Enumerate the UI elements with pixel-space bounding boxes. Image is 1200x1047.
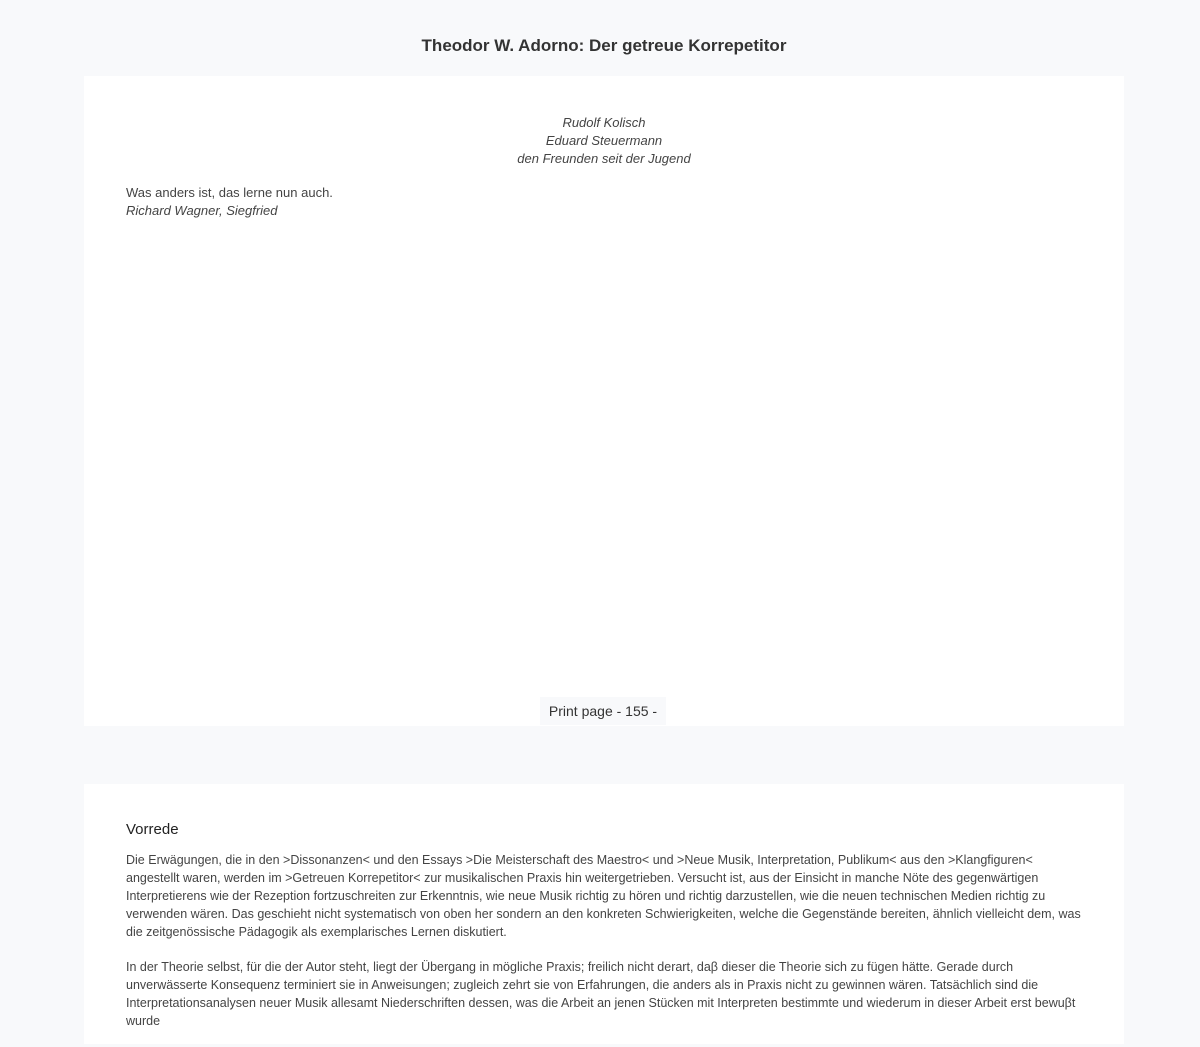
document-title: Theodor W. Adorno: Der getreue Korrepetitor (421, 36, 787, 55)
epigraph (126, 184, 333, 220)
dedication-line: Rudolf Kolisch (562, 115, 646, 130)
dedication-line: Eduard Steuermann (545, 133, 663, 148)
print-page-label: Print page - 155 - (540, 697, 666, 725)
preface-page (84, 784, 1124, 1044)
section-heading-vorrede: Vorrede (126, 821, 179, 838)
dedication-line: den Freunden seit der Jugend (517, 151, 691, 166)
epigraph-quote: Was anders ist, das lerne nun auch. (126, 185, 333, 200)
paragraph: In der Theorie selbst, für die der Autor steht, liegt der Übergang in mögliche Praxis; freilich nicht derart, daβ dieser die Theorie sich zu fügen hätte. Gerade durch unverwässerte Konsequenz terminiert sie in Anweisungen; zugleich zehrt sie von Erfahrungen, die anders als in Praxis nicht zu gewinnen wären. Tatsächlich sind die Interpretationsanalysen neuer Musik allesamt Niederschriften dessen, was die Arbeit an jenen Stücken mit Interpreten bestimmte und wiederum in dieser Arbeit erst bewuβt wurde (126, 960, 1076, 1028)
preface-body (126, 851, 1081, 1047)
print-page-155 (84, 76, 1124, 726)
paragraph: Die Erwägungen, die in den >Dissonanzen< und den Essays >Die Meisterschaft des Maestro< und >Neue Musik, Interpretation, Publikum< aus den >Klangfiguren< angestellt waren, werden im >Getreuen Korrepetitor< zur musikalischen Praxis hin weitergetrieben. Versucht ist, aus der Einsicht in manche Nöte des gegenwärtigen Interpretierens wie der Rezeption fortzuschreiten zur Erkenntnis, wie neue Musik richtig zu hören und richtig darzustellen, wie die neuen technischen Medien richtig zu verwenden wären. Das geschieht nicht systematisch von oben her sondern an den konkreten Schwierigkeiten, welche die Gegenstände bereiten, ähnlich vielleicht dem, was die zeitgenössische Pädagogik als exemplarisches Lernen diskutiert. (126, 853, 1081, 939)
epigraph-source: Richard Wagner, Siegfried (126, 203, 278, 218)
dedication (84, 114, 1124, 168)
